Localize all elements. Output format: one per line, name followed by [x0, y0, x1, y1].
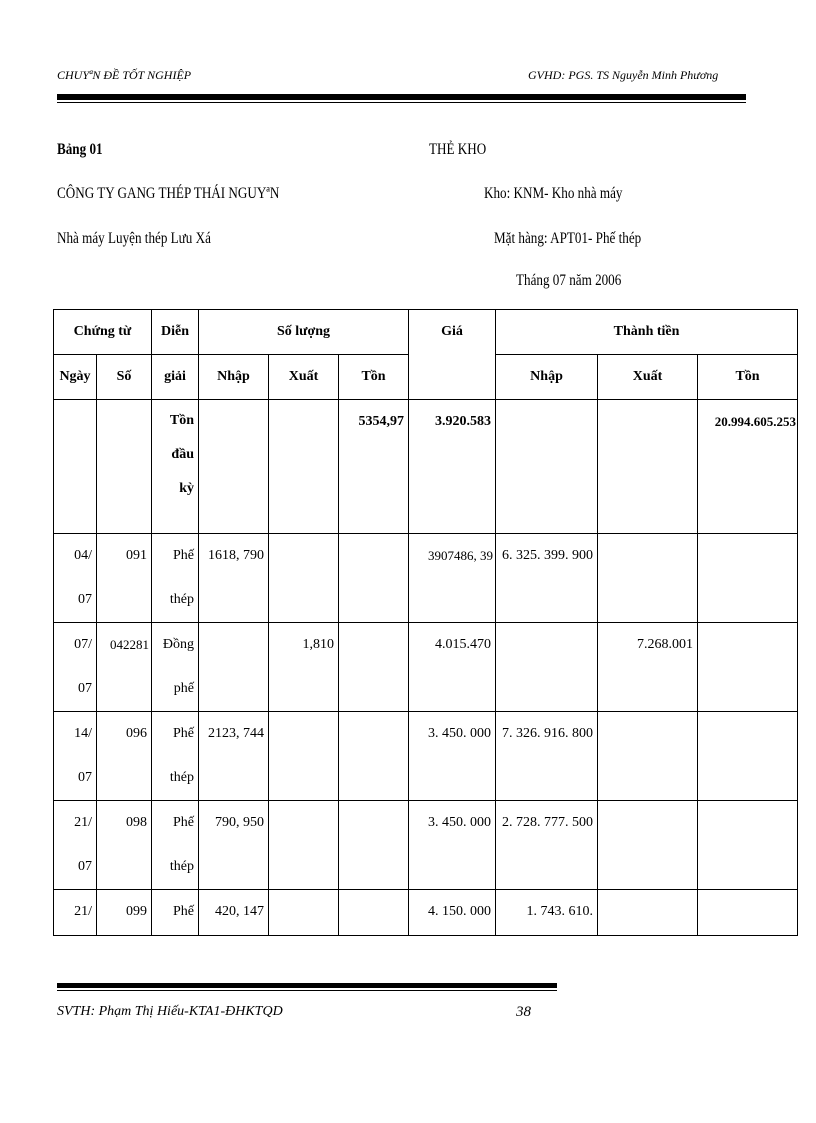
- cell-tt-ton: [698, 801, 798, 890]
- table-label: Bảng 01: [57, 141, 103, 158]
- header-so-luong: Số lượng: [199, 310, 409, 355]
- header-dien: Diễn: [152, 310, 199, 355]
- cell-ngay: 21/: [54, 890, 97, 936]
- header-divider: [57, 94, 746, 100]
- cell-tt-xuat: [598, 712, 698, 801]
- cell-tt-nhap: [496, 623, 598, 712]
- page-header-left: CHUYªN ĐỀ TỐT NGHIỆP: [57, 68, 192, 82]
- header-chung-tu: Chứng từ: [54, 310, 152, 355]
- cell-dien-giai: Phế thép: [152, 801, 199, 890]
- cell-tt-ton: [698, 623, 798, 712]
- cell-tt-nhap: 2. 728. 777. 500: [496, 801, 598, 890]
- cell-sl-xuat: 1,810: [269, 623, 339, 712]
- cell-sl-xuat: [269, 534, 339, 623]
- cell-dien-giai: Phế thép: [152, 712, 199, 801]
- warehouse-label: Kho: KNM- Kho nhà máy: [484, 185, 623, 202]
- cell-sl-nhap: 2123, 744: [199, 712, 269, 801]
- cell-sl-nhap: 1618, 790: [199, 534, 269, 623]
- cell-tt-xuat: 7.268.001: [598, 623, 698, 712]
- stock-card-table: [53, 309, 798, 936]
- table-row: [54, 712, 798, 801]
- cell-tt-ton: 20.994.605.253: [698, 400, 798, 534]
- cell-sl-xuat: [269, 801, 339, 890]
- cell-sl-ton: [339, 801, 409, 890]
- header-tt-nhap: Nhập: [496, 355, 598, 400]
- header-ngay: Ngày: [54, 355, 97, 400]
- cell-dien-giai: Đồng phế: [152, 623, 199, 712]
- cell-gia: 3. 450. 000: [409, 801, 496, 890]
- cell-sl-ton: [339, 534, 409, 623]
- header-tt-ton: Tồn: [698, 355, 798, 400]
- cell-tt-nhap: [496, 400, 598, 534]
- header-thanh-tien: Thành tiền: [496, 310, 798, 355]
- header-tt-xuat: Xuất: [598, 355, 698, 400]
- footer-divider-thin: [57, 990, 557, 991]
- company-name: CÔNG TY GANG THÉP THÁI NGUYªN: [57, 185, 280, 202]
- cell-so: [97, 400, 152, 534]
- table-row: [54, 534, 798, 623]
- cell-so: 098: [97, 801, 152, 890]
- cell-tt-ton: [698, 534, 798, 623]
- cell-gia: 4. 150. 000: [409, 890, 496, 936]
- cell-ngay: 07/ 07: [54, 623, 97, 712]
- cell-gia: 3907486, 39: [409, 534, 496, 623]
- cell-so: 099: [97, 890, 152, 936]
- item-label: Mặt hàng: APT01- Phế thép: [494, 230, 642, 247]
- cell-sl-nhap: 420, 147: [199, 890, 269, 936]
- cell-so: 091: [97, 534, 152, 623]
- cell-so: 096: [97, 712, 152, 801]
- cell-sl-nhap: 790, 950: [199, 801, 269, 890]
- footer-author: SVTH: Phạm Thị Hiếu-KTA1-ĐHKTQD: [57, 1004, 283, 1019]
- header-divider-thin: [57, 102, 746, 103]
- cell-tt-xuat: [598, 534, 698, 623]
- header-giai: giải: [152, 355, 199, 400]
- table-row: [54, 400, 798, 534]
- cell-so: 042281: [97, 623, 152, 712]
- cell-ngay: 21/ 07: [54, 801, 97, 890]
- page-header-right: GVHD: PGS. TS Nguyễn Minh Phương: [528, 68, 719, 82]
- cell-gia: 4.015.470: [409, 623, 496, 712]
- cell-sl-ton: [339, 712, 409, 801]
- cell-dien-giai: Phế: [152, 890, 199, 936]
- cell-ngay: 14/ 07: [54, 712, 97, 801]
- cell-sl-xuat: [269, 712, 339, 801]
- cell-tt-xuat: [598, 801, 698, 890]
- footer-divider: [57, 983, 557, 988]
- cell-gia: 3.920.583: [409, 400, 496, 534]
- table-row: [54, 623, 798, 712]
- cell-tt-ton: [698, 712, 798, 801]
- cell-ngay: 04/ 07: [54, 534, 97, 623]
- cell-sl-xuat: [269, 890, 339, 936]
- cell-dien-giai: Tồn đầu kỳ: [152, 400, 199, 534]
- cell-sl-ton: 5354,97: [339, 400, 409, 534]
- cell-gia: 3. 450. 000: [409, 712, 496, 801]
- table-row: [54, 890, 798, 936]
- cell-tt-xuat: [598, 400, 698, 534]
- cell-tt-nhap: 1. 743. 610.: [496, 890, 598, 936]
- cell-sl-nhap: [199, 400, 269, 534]
- cell-dien-giai: Phế thép: [152, 534, 199, 623]
- cell-tt-nhap: 7. 326. 916. 800: [496, 712, 598, 801]
- cell-tt-ton: [698, 890, 798, 936]
- cell-sl-ton: [339, 890, 409, 936]
- header-sl-xuat: Xuất: [269, 355, 339, 400]
- header-so: Số: [97, 355, 152, 400]
- header-sl-nhap: Nhập: [199, 355, 269, 400]
- cell-sl-ton: [339, 623, 409, 712]
- cell-sl-xuat: [269, 400, 339, 534]
- cell-sl-nhap: [199, 623, 269, 712]
- page-number: 38: [516, 1004, 531, 1020]
- cell-tt-nhap: 6. 325. 399. 900: [496, 534, 598, 623]
- header-sl-ton: Tồn: [339, 355, 409, 400]
- factory-name: Nhà máy Luyện thép Lưu Xá: [57, 230, 211, 247]
- table-row: [54, 801, 798, 890]
- document-title: THẺ KHO: [429, 141, 487, 158]
- period-label: Tháng 07 năm 2006: [516, 272, 622, 289]
- header-gia: Giá: [409, 310, 496, 400]
- cell-ngay: [54, 400, 97, 534]
- cell-tt-xuat: [598, 890, 698, 936]
